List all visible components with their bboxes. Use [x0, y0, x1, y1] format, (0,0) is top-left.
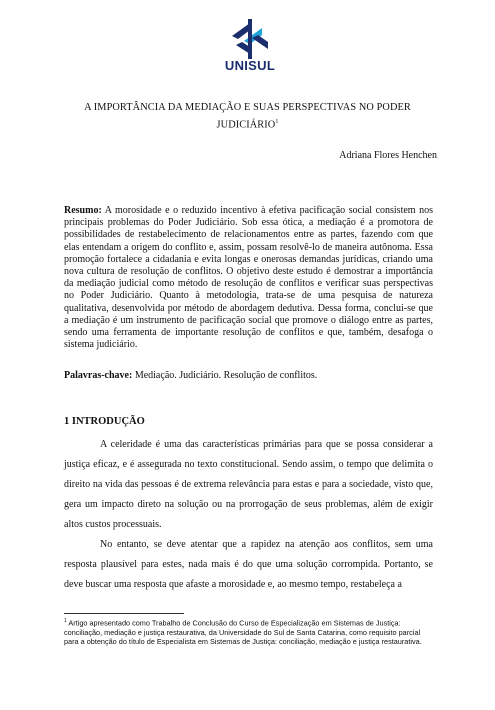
- paper-title: [60, 101, 435, 132]
- footnote-mark: 1: [64, 618, 67, 624]
- paper-title-text: A IMPORTÂNCIA DA MEDIAÇÃO E SUAS PERSPECTIVAS NO PODER JUDICIÁRIO: [84, 102, 411, 131]
- author-name: Adriana Flores Henchen: [339, 150, 437, 161]
- title-footnote-mark: 1: [275, 119, 279, 125]
- unisul-emblem-icon: [222, 16, 278, 60]
- abstract: [64, 205, 433, 351]
- keywords: [64, 370, 317, 381]
- keywords-text: Mediação. Judiciário. Resolução de conflitos.: [132, 370, 318, 381]
- keywords-label: Palavras-chave:: [64, 370, 133, 381]
- body-paragraph: A celeridade é uma das características primárias para que se possa considerar a justiça eficaz, e é assegurada no texto constitucional. Sendo assim, o tempo que delimita o direito na vida das pessoas é de extrema relevância para estas e para a sociedade, visto que, gera um impacto direto na solução ou na prorrogação de seus problemas, além de exigir altos custos processuais.: [64, 439, 433, 530]
- footnote-divider: [64, 613, 184, 614]
- logo-text: UNISUL: [224, 58, 276, 73]
- footnote: [64, 617, 432, 647]
- abstract-label: Resumo:: [64, 205, 102, 216]
- body-paragraph: No entanto, se deve atentar que a rapidez na atenção aos conflitos, sem uma resposta plausível para estes, nada mais é do que uma solução corrompida. Portanto, se deve buscar uma resposta que afaste a morosidade e, ao mesmo tempo, restabeleça a: [64, 539, 433, 590]
- section-heading: 1 INTRODUÇÃO: [64, 416, 145, 427]
- unisul-logo: [222, 16, 278, 78]
- abstract-text: A morosidade e o reduzido incentivo à efetiva pacificação social consistem nos principais problemas do Poder Judiciário. Sob essa ótica, a mediação é a promotora de possibilidades de restabelecimento de relacionamentos entre as partes, fazendo com que elas entendam a origem do conflito e, assim, possam resolvê-lo de maneira autônoma. Essa promoção fortalece a cidadania e evita longas e onerosas demandas jurídicas, criando uma nova cultura de resolução de conflitos. O objetivo deste estudo é demostrar a importância da mediação judicial como método de resolução de conflitos e verificar suas perspectivas no Poder Judiciário. Quanto à metodologia, trata-se de uma pesquisa de natureza qualitativa, desenvolvida por método de abordagem dedutiva. Dessa forma, conclui-se que a mediação é um instrumento de pacificação social que promove o diálogo entre as partes, sendo uma ferramenta de importante resolução de conflitos e que, também, desafoga o sistema judiciário.: [64, 205, 433, 351]
- footnote-text: Artigo apresentado como Trabalho de Conclusão do Curso de Especialização em Sistemas de Justiça: conciliação, mediação e justiça restaurativa, da Universidade do Sul de Santa Catarina, como requisito parcial para a obtenção do título de Especialista em Sistemas de Justiça: conciliação, mediação e justiça restaurativa.: [64, 618, 422, 647]
- section-body: [64, 435, 433, 595]
